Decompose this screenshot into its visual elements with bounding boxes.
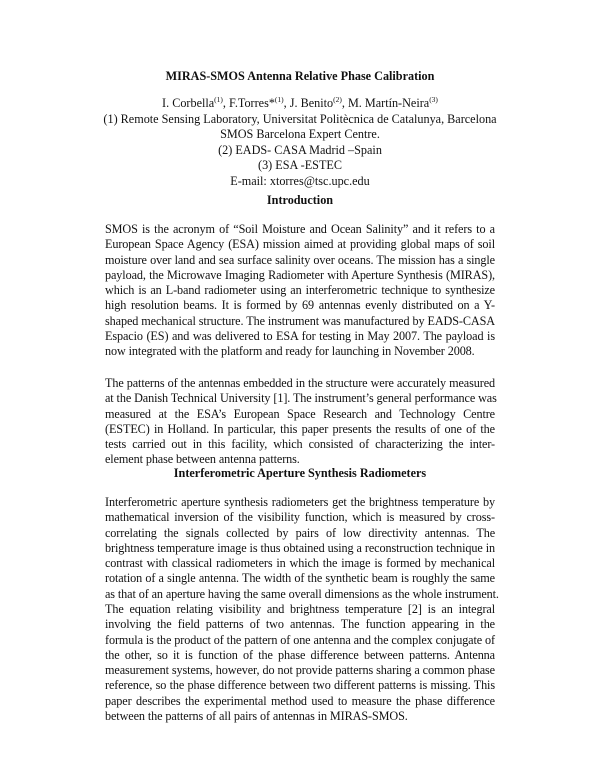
text-line: high resolution beams. It is formed by 69 antennas evenly distributed on a Y- xyxy=(105,298,495,313)
text-line: involving the field patterns of two antennas. The function appearing in the xyxy=(105,617,495,632)
paragraph xyxy=(105,495,499,602)
author-name: , M. Martín-Neira xyxy=(341,96,430,110)
text-line: payload, the Microwave Imaging Radiometer with Aperture Synthesis (MIRAS), xyxy=(105,267,495,282)
contact-email: E-mail: xtorres@tsc.upc.edu xyxy=(230,173,370,188)
text-line: rotation of a single antenna. The width of the synthetic beam is roughly the same xyxy=(105,571,495,586)
affiliation-mark: (1) xyxy=(214,94,223,104)
text-line: moisture over land and sea surface salinity over oceans. The mission has a single xyxy=(105,252,495,267)
text-line: The equation relating visibility and brightness temperature [2] is an integral xyxy=(105,602,495,616)
text-line: measured at the ESA’s European Space Research and Technology Centre xyxy=(105,406,495,421)
section-heading-introduction: Introduction xyxy=(266,193,334,207)
paragraph xyxy=(105,602,495,724)
text-line: now integrated with the platform and ready for launching in November 2008. xyxy=(105,344,475,359)
affiliation-line: (1) Remote Sensing Laboratory, Universitat Politècnica de Catalunya, Barcelona xyxy=(103,111,497,126)
affiliation-mark: (1) xyxy=(274,94,284,104)
section-heading-interferometric: Interferometric Aperture Synthesis Radiometers xyxy=(173,466,427,480)
text-line: Espacio (ES) and was delivered to ESA for testing in May 2007. The payload is xyxy=(105,329,495,344)
author-line xyxy=(80,96,520,112)
affiliation-line: SMOS Barcelona Expert Centre. xyxy=(220,127,380,142)
affiliation-line: (2) EADS- CASA Madrid –Spain xyxy=(218,142,382,157)
text-line: reference, so the phase difference between two different patterns is missing. This xyxy=(105,678,495,693)
author-name: , F.Torres* xyxy=(222,96,275,110)
text-line: as that of an aperture having the same overall dimensions as the whole instrument. xyxy=(105,586,499,601)
paragraph xyxy=(105,222,495,360)
text-line: shaped mechanical structure. The instrument was manufactured by EADS-CASA xyxy=(105,313,495,328)
affiliation-mark: (2) xyxy=(333,94,342,104)
author-name: I. Corbella xyxy=(162,96,215,110)
author-block xyxy=(80,96,520,190)
text-line: The patterns of the antennas embedded in the structure were accurately measured xyxy=(105,376,495,390)
text-line: paper describes the experimental method used to measure the phase difference xyxy=(105,693,495,708)
text-line: mathematical inversion of the visibility function, which is measured by cross- xyxy=(105,510,495,525)
text-line: measurement systems, however, do not provide patterns sharing a common phase xyxy=(105,663,495,678)
text-line: between the patterns of all pairs of antennas in MIRAS-SMOS. xyxy=(105,709,408,724)
text-line: brightness temperature image is thus obtained using a reconstruction technique in xyxy=(105,540,495,555)
text-line: element phase between antenna patterns. xyxy=(105,452,300,467)
text-line: Interferometric aperture synthesis radiometers get the brightness temperature by xyxy=(105,495,495,509)
text-line: European Space Agency (ESA) mission aimed at providing global maps of soil xyxy=(105,237,495,252)
text-line: the other, so it is function of the phase difference between patterns. Antenna xyxy=(105,647,495,662)
paper-title: MIRAS-SMOS Antenna Relative Phase Calibration xyxy=(165,69,435,83)
paragraph xyxy=(105,376,495,468)
text-line: formula is the product of the pattern of one antenna and the complex conjugate of xyxy=(105,632,495,647)
text-line: at the Danish Technical University [1]. The instrument’s general performance was xyxy=(105,391,497,406)
text-line: (ESTEC) in Holland. In particular, this paper presents the results of one of the xyxy=(105,421,495,436)
text-line: which is an L-band radiometer using an interferometric technique to synthesize xyxy=(105,283,495,298)
text-line: contrast with classical radiometers in which the image is formed by mechanical xyxy=(105,556,495,571)
affiliation-mark: (3) xyxy=(429,94,438,104)
text-line: correlating the signals collected by pairs of low directivity antennas. The xyxy=(105,525,495,540)
author-name: , J. Benito xyxy=(283,96,334,110)
text-line: SMOS is the acronym of “Soil Moisture and Ocean Salinity” and it refers to a xyxy=(105,222,495,236)
affiliation-line: (3) ESA -ESTEC xyxy=(258,158,342,173)
text-line: tests carried out in this facility, which consisted of characterizing the inter- xyxy=(105,437,495,452)
